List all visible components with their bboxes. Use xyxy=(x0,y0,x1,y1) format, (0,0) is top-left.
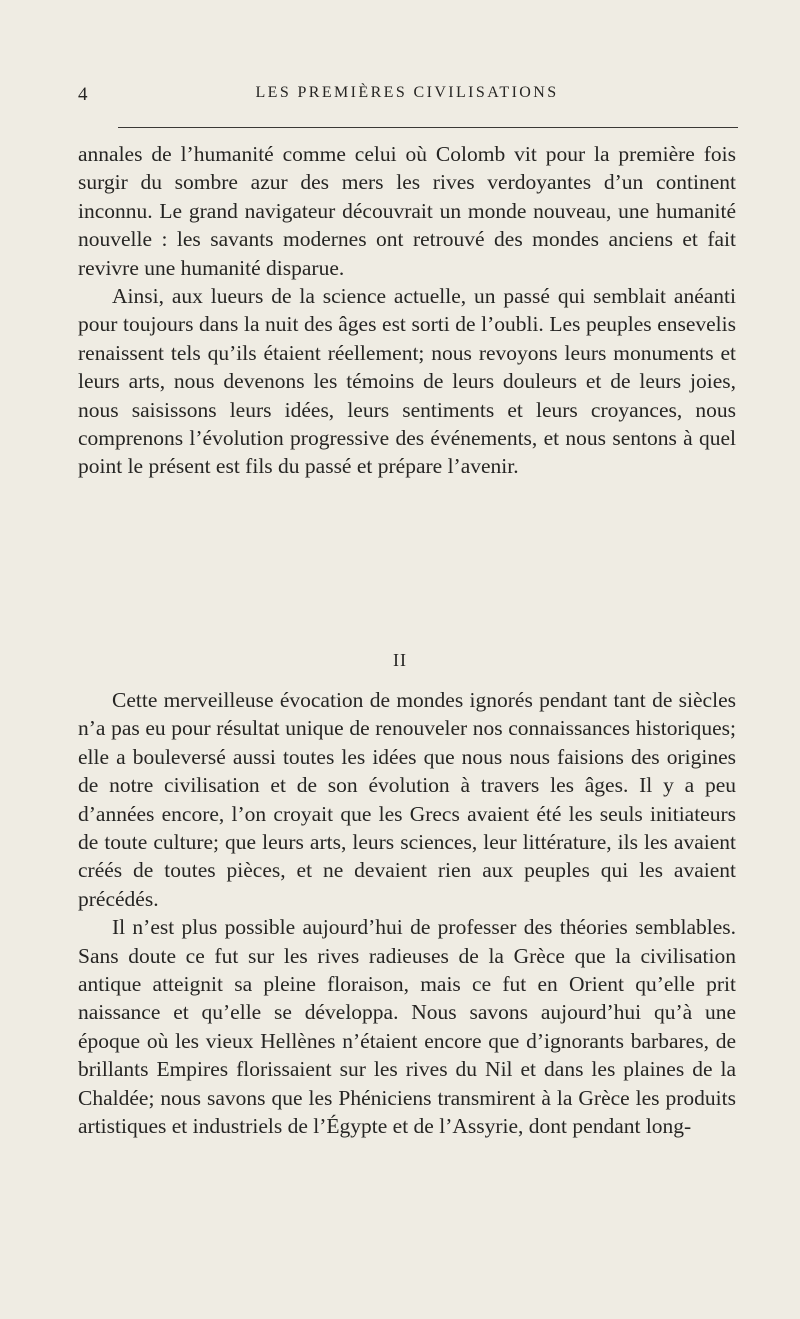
section-numeral: II xyxy=(393,650,407,670)
page-number: 4 xyxy=(78,84,88,105)
paragraph: annales de l’humanité comme celui où Colomb vit pour la première fois surgir du sombre azur des mers les rives verdoyantes d’un continent inconnu. Le grand navigateur découvrait un monde nouveau, une humanité nouvelle : les savants modernes ont retrouvé des mondes anciens et fait revivre une humanité disparue. xyxy=(78,142,736,280)
section-two-text xyxy=(78,686,736,1141)
paragraph: Il n’est plus possible aujourd’hui de professer des théories semblables. Sans doute ce fut sur les rives radieuses de la Grèce que la civilisation antique atteignit sa pleine floraison, mais ce fut en Orient qu’elle prit naissance et qu’elle se développa. Nous savons aujourd’hui qu’à une époque où les vieux Hellènes n’étaient encore que d’ignorants barbares, de brillants Empires florissaient sur les rives du Nil et dans les plaines de la Chaldée; nous savons que les Phéniciens transmirent à la Grèce les produits artistiques et industriels de l’Égypte et de l’Assyrie, dont pendant long- xyxy=(78,915,736,1139)
paragraph: Ainsi, aux lueurs de la science actuelle, un passé qui semblait anéanti pour toujours dans la nuit des âges est sorti de l’oubli. Les peuples ensevelis renaissent tels qu’ils étaient réellement; nous revoyons leurs monuments et leurs arts, nous devenons les témoins de leurs douleurs et de leurs joies, nous saisissons leurs idées, leurs sentiments et leurs croyances, nous comprenons l’évolution progressive des événements, et nous sentons à quel point le présent est fils du passé et prépare l’avenir. xyxy=(78,284,736,479)
paragraph: Cette merveilleuse évocation de mondes ignorés pendant tant de siècles n’a pas eu pour résultat unique de renouveler nos connaissances historiques; elle a bouleversé aussi toutes les idées que nous nous faisions des origines de notre civilisation et de son évolution à travers les âges. Il y a peu d’années encore, l’on croyait que les Grecs avaient été les seuls initiateurs de toute culture; que leurs arts, leurs sciences, leur littérature, ils les avaient créés de toutes pièces, et ne devaient rien aux peuples qui les avaient précédés. xyxy=(78,688,736,911)
running-head xyxy=(78,84,736,114)
section-one-text xyxy=(78,140,736,481)
header-title: LES PREMIÈRES CIVILISATIONS xyxy=(255,84,559,101)
header-rule xyxy=(118,127,738,128)
